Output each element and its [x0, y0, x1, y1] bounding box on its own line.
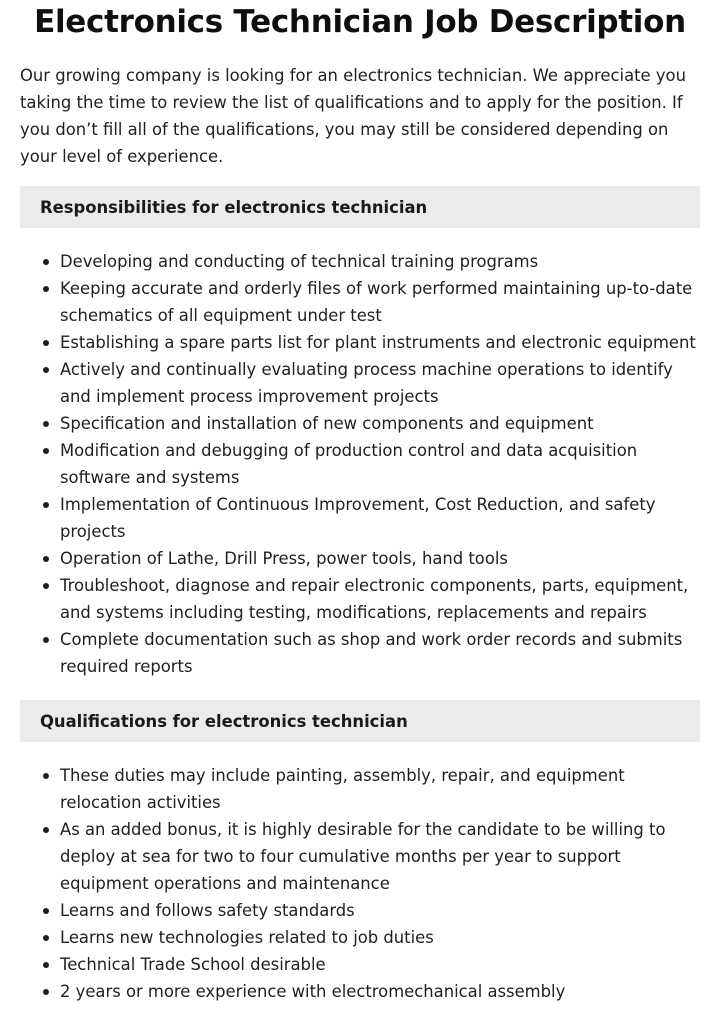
list-item: Developing and conducting of technical training programs: [60, 248, 700, 275]
list-item: Establishing a spare parts list for plant instruments and electronic equipment: [60, 329, 700, 356]
qualifications-list: [20, 762, 700, 1005]
list-item: As an added bonus, it is highly desirable for the candidate to be willing to deploy at sea for two to four cumulative months per year to support equipment operations and maintenance: [60, 816, 700, 897]
responsibilities-list: [20, 248, 700, 680]
list-item: Actively and continually evaluating process machine operations to identify and implement process improvement projects: [60, 356, 700, 410]
list-item: Complete documentation such as shop and work order records and submits required reports: [60, 626, 700, 680]
list-item: These duties may include painting, assembly, repair, and equipment relocation activities: [60, 762, 700, 816]
list-item: Technical Trade School desirable: [60, 951, 700, 978]
list-item: Modification and debugging of production control and data acquisition software and systems: [60, 437, 700, 491]
list-item: Specification and installation of new components and equipment: [60, 410, 700, 437]
qualifications-header: [20, 700, 700, 742]
list-item: 2 years or more experience with electromechanical assembly: [60, 978, 700, 1005]
intro-paragraph: Our growing company is looking for an electronics technician. We appreciate you taking the time to review the list of qualifications and to apply for the position. If you don’t fill all of the qualifications, you may still be considered depending on your level of experience.: [20, 66, 686, 166]
list-item: Implementation of Continuous Improvement, Cost Reduction, and safety projects: [60, 491, 700, 545]
responsibilities-header: [20, 186, 700, 228]
list-item: Learns and follows safety standards: [60, 897, 700, 924]
page-title: Electronics Technician Job Description: [34, 4, 686, 40]
list-item: Operation of Lathe, Drill Press, power tools, hand tools: [60, 545, 700, 572]
list-item: Troubleshoot, diagnose and repair electronic components, parts, equipment, and systems including testing, modifications, replacements and repairs: [60, 572, 700, 626]
responsibilities-heading: Responsibilities for electronics technician: [40, 197, 428, 217]
list-item: Learns new technologies related to job duties: [60, 924, 700, 951]
list-item: Keeping accurate and orderly files of work performed maintaining up-to-date schematics of all equipment under test: [60, 275, 700, 329]
qualifications-heading: Qualifications for electronics technician: [40, 711, 408, 731]
